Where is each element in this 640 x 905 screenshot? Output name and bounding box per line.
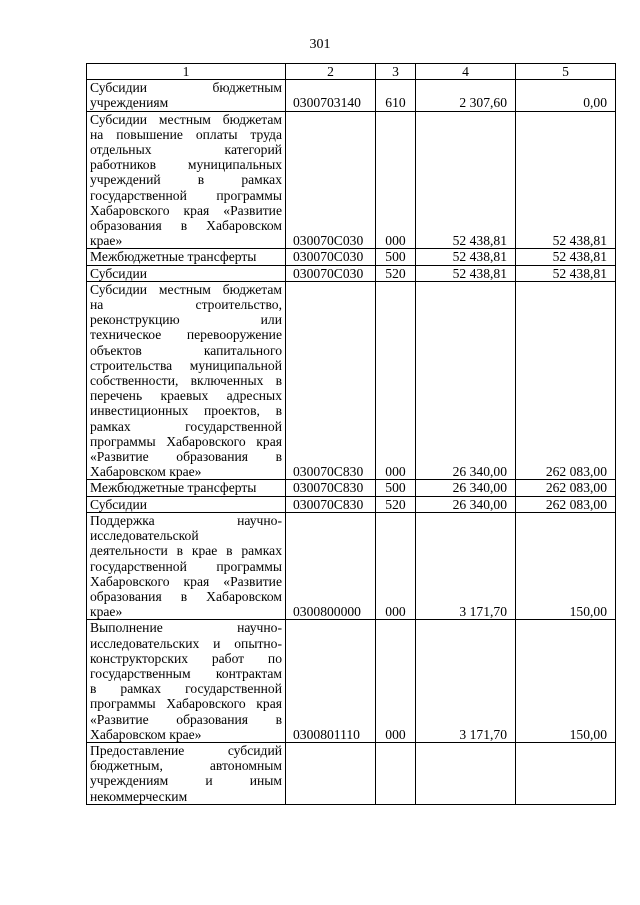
row-amount-1-cell: 52 438,81 xyxy=(416,111,516,249)
row-name-line: на строительство, xyxy=(90,297,282,313)
table-row xyxy=(87,265,616,281)
row-name-line: Субсидии местным бюджетам xyxy=(90,111,282,127)
row-amount-2-cell xyxy=(516,742,616,804)
row-name-line: крае» xyxy=(90,604,123,620)
row-name-line: исследовательской xyxy=(90,528,199,544)
row-name-cell xyxy=(87,480,286,496)
row-name-line: программы Хабаровского края xyxy=(90,696,282,712)
row-name-cell xyxy=(87,111,286,249)
row-amount-2-cell: 150,00 xyxy=(516,512,616,619)
row-name-line: государственной программы xyxy=(90,558,282,574)
row-name-line: объектов капитального xyxy=(90,342,282,358)
row-name-line: образования в Хабаровском xyxy=(90,588,282,604)
table-row xyxy=(87,496,616,512)
row-amount-1-cell: 52 438,81 xyxy=(416,265,516,281)
row-name-line: учреждениям и иным xyxy=(90,773,282,789)
row-name-line: Субсидии бюджетным xyxy=(90,80,282,96)
row-amount-1-cell: 26 340,00 xyxy=(416,281,516,480)
row-name-line: перечень краевых адресных xyxy=(90,388,282,404)
row-amount-1-cell: 3 171,70 xyxy=(416,620,516,743)
row-expense-type-cell: 610 xyxy=(376,80,416,111)
row-expense-type-cell: 500 xyxy=(376,249,416,265)
row-code-cell xyxy=(286,742,376,804)
row-name-line: собственности, включенных в xyxy=(90,373,282,389)
column-header-1: 1 xyxy=(87,64,286,80)
table-row xyxy=(87,512,616,619)
row-name-line: Межбюджетные трансферты xyxy=(90,249,257,265)
row-name-line: бюджетным, автономным xyxy=(90,758,282,774)
table-row xyxy=(87,742,616,804)
row-amount-1-cell: 3 171,70 xyxy=(416,512,516,619)
row-name-cell xyxy=(87,281,286,480)
row-amount-1-cell: 2 307,60 xyxy=(416,80,516,111)
row-name-cell xyxy=(87,80,286,111)
row-amount-1-cell xyxy=(416,742,516,804)
row-code-cell: 030070С030 xyxy=(286,111,376,249)
table-row xyxy=(87,80,616,111)
row-code-cell: 030070С030 xyxy=(286,249,376,265)
row-name-line: учреждений в рамках xyxy=(90,172,282,188)
row-name-line: государственной программы xyxy=(90,187,282,203)
row-code-cell: 0300703140 xyxy=(286,80,376,111)
row-name-cell xyxy=(87,265,286,281)
column-header-4: 4 xyxy=(416,64,516,80)
row-amount-2-cell: 262 083,00 xyxy=(516,496,616,512)
row-name-line: образования в Хабаровском xyxy=(90,218,282,234)
row-amount-2-cell: 150,00 xyxy=(516,620,616,743)
row-name-line: программы Хабаровского края xyxy=(90,433,282,449)
row-name-line: техническое перевооружение xyxy=(90,327,282,343)
row-name-line: крае» xyxy=(90,233,123,249)
row-expense-type-cell: 000 xyxy=(376,111,416,249)
row-name-line: Субсидии xyxy=(90,496,148,512)
row-name-line: «Развитие образования в xyxy=(90,711,282,727)
row-expense-type-cell: 000 xyxy=(376,512,416,619)
row-name-line: Субсидии xyxy=(90,265,148,281)
row-name-cell xyxy=(87,512,286,619)
row-expense-type-cell: 000 xyxy=(376,281,416,480)
row-name-line: в рамках государственной xyxy=(90,681,282,697)
row-name-line: Предоставление субсидий xyxy=(90,742,282,758)
row-name-line: рамках государственной xyxy=(90,418,282,434)
table-row xyxy=(87,249,616,265)
row-name-cell xyxy=(87,496,286,512)
row-expense-type-cell: 000 xyxy=(376,620,416,743)
row-name-line: реконструкцию или xyxy=(90,312,282,328)
row-name-line: работников муниципальных xyxy=(90,157,282,173)
row-name-line: деятельности в крае в рамках xyxy=(90,543,282,559)
row-name-line: учреждениям xyxy=(90,95,169,111)
row-amount-1-cell: 52 438,81 xyxy=(416,249,516,265)
row-expense-type-cell: 520 xyxy=(376,265,416,281)
row-name-line: конструкторских работ по xyxy=(90,650,282,666)
row-amount-2-cell: 52 438,81 xyxy=(516,249,616,265)
row-name-line: Хабаровского края «Развитие xyxy=(90,573,282,589)
row-amount-2-cell: 0,00 xyxy=(516,80,616,111)
row-name-cell xyxy=(87,620,286,743)
row-name-line: инвестиционных проектов, в xyxy=(90,403,282,419)
row-name-line: на повышение оплаты труда xyxy=(90,126,282,142)
row-name-cell xyxy=(87,742,286,804)
row-code-cell: 030070С830 xyxy=(286,496,376,512)
row-code-cell: 0300800000 xyxy=(286,512,376,619)
row-code-cell: 030070С830 xyxy=(286,480,376,496)
row-name-line: Межбюджетные трансферты xyxy=(90,480,257,496)
table-row xyxy=(87,281,616,480)
row-amount-2-cell: 52 438,81 xyxy=(516,265,616,281)
row-expense-type-cell xyxy=(376,742,416,804)
row-name-line: Выполнение научно- xyxy=(90,620,282,636)
page-number: 301 xyxy=(309,37,331,52)
row-name-line: отдельных категорий xyxy=(90,142,282,158)
row-name-line: исследовательских и опытно- xyxy=(90,635,282,651)
row-expense-type-cell: 500 xyxy=(376,480,416,496)
row-name-line: государственным контрактам xyxy=(90,665,282,681)
column-header-2: 2 xyxy=(286,64,376,80)
row-amount-1-cell: 26 340,00 xyxy=(416,480,516,496)
row-amount-2-cell: 52 438,81 xyxy=(516,111,616,249)
column-header-5: 5 xyxy=(516,64,616,80)
row-expense-type-cell: 520 xyxy=(376,496,416,512)
table-header-row xyxy=(87,64,616,80)
row-amount-2-cell: 262 083,00 xyxy=(516,480,616,496)
row-name-line: Хабаровского края «Развитие xyxy=(90,202,282,218)
row-code-cell: 0300801110 xyxy=(286,620,376,743)
row-name-line: Поддержка научно- xyxy=(90,512,282,528)
row-name-line: некоммерческим xyxy=(90,788,188,804)
table-row xyxy=(87,111,616,249)
table-row xyxy=(87,480,616,496)
row-name-line: Хабаровском крае» xyxy=(90,464,202,480)
row-amount-2-cell: 262 083,00 xyxy=(516,281,616,480)
row-name-line: «Развитие образования в xyxy=(90,449,282,465)
row-name-line: Субсидии местным бюджетам xyxy=(90,281,282,297)
row-code-cell: 030070С030 xyxy=(286,265,376,281)
row-name-line: Хабаровском крае» xyxy=(90,726,202,742)
row-amount-1-cell: 26 340,00 xyxy=(416,496,516,512)
table-row xyxy=(87,620,616,743)
row-code-cell: 030070С830 xyxy=(286,281,376,480)
column-header-3: 3 xyxy=(376,64,416,80)
row-name-line: строительства муниципальной xyxy=(90,357,282,373)
row-name-cell xyxy=(87,249,286,265)
budget-table xyxy=(86,63,616,805)
